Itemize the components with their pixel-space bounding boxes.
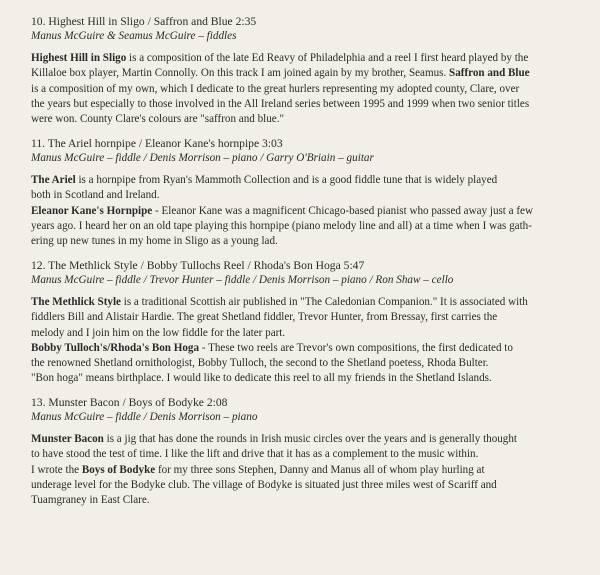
track-credits: Manus McGuire – fiddle / Denis Morrison – piano / Garry O'Briain – guitar: [31, 152, 374, 164]
text-line: fiddlers Bill and Alistair Hardie. The great Shetland fiddler, Trevor Hunter, from Bressay, first carries the: [31, 311, 498, 324]
text-line: melody and I join him on the low fiddle for the later part.: [31, 326, 286, 339]
track-13: [31, 395, 581, 508]
text-line: the years but especially to those involved in the All Ireland series between 1995 and 1999 when two senior titles: [31, 97, 530, 110]
track-title: 11. The Ariel hornpipe / Eleanor Kane's hornpipe 3:03: [31, 137, 283, 150]
text-line: I wrote the Boys of Bodyke for my three sons Stephen, Danny and Manus all of whom play hurling at: [31, 463, 485, 476]
tune-name: Bobby Tulloch's/Rhoda's Bon Hoga: [31, 341, 200, 354]
text-line: years ago. I heard her on an old tape playing this hornpipe (piano melody line and all) at a time when I was gath-: [31, 219, 532, 232]
text-line: both in Scotland and Ireland.: [31, 189, 160, 202]
track-10: [31, 14, 581, 127]
text-line: "Bon hoga" means birthplace. I would like to dedicate this reel to all my friends in the Shetland Islands.: [31, 372, 492, 385]
track-title: 13. Munster Bacon / Boys of Bodyke 2:08: [31, 396, 228, 409]
text-line: is a composition of my own, which I dedicate to the great hurlers representing my adopted county, Clare, over: [31, 82, 520, 95]
track-credits: Manus McGuire & Seamus McGuire – fiddles: [31, 30, 237, 42]
tune-name: Highest Hill in Sligo: [31, 52, 127, 64]
text-line: The Methlick Style is a traditional Scottish air published in "The Caledonian Companion." It is associated with: [31, 296, 528, 308]
text-line: underage level for the Bodyke club. The village of Bodyke is situated just three miles west of Scariff and: [31, 478, 497, 491]
text-line: the renowned Shetland ornithologist, Bobby Tulloch, the second to the Shetland poetess, Rhoda Bulter.: [31, 357, 489, 370]
track-12: [31, 258, 581, 387]
tune-name: The Methlick Style: [31, 296, 121, 308]
tune-name: Munster Bacon: [31, 433, 104, 445]
text-line: Eleanor Kane's Hornpipe - Eleanor Kane was a magnificent Chicago-based pianist who passed away just a few: [31, 204, 533, 217]
track-credits: Manus McGuire – fiddle / Trevor Hunter – fiddle / Denis Morrison – piano / Ron Shaw – cello: [31, 274, 454, 286]
tune-name: Eleanor Kane's Hornpipe: [31, 204, 153, 217]
tune-name: The Ariel: [31, 174, 76, 186]
text-line: Bobby Tulloch's/Rhoda's Bon Hoga - These two reels are Trevor's own compositions, the first dedicated to: [31, 341, 513, 354]
text-line: Killaloe box player, Martin Connolly. On this track I am joined again by my brother, Seamus. Saffron and Blue: [31, 67, 530, 80]
text-line: Highest Hill in Sligo is a composition of the late Ed Reavy of Philadelphia and a reel I first heard played by the: [31, 52, 529, 64]
track-title: 12. The Methlick Style / Bobby Tullochs Reel / Rhoda's Bon Hoga 5:47: [31, 259, 365, 272]
tune-name: Boys of Bodyke: [81, 463, 156, 476]
track-11: [31, 136, 581, 249]
text-line: Tuamgraney in East Clare.: [31, 494, 150, 507]
text-line: Munster Bacon is a jig that has done the rounds in Irish music circles over the years and is generally thought: [31, 433, 517, 445]
track-credits: Manus McGuire – fiddle / Denis Morrison – piano: [31, 411, 258, 423]
track-title: 10. Highest Hill in Sligo / Saffron and Blue 2:35: [31, 15, 257, 28]
text-line: to have stood the test of time. I like the lift and drive that it has as a complement to the music within.: [31, 448, 479, 461]
text-line: The Ariel is a hornpipe from Ryan's Mammoth Collection and is a good fiddle tune that is widely played: [31, 174, 498, 186]
text-line: were won. County Clare's colours are "saffron and blue.": [31, 113, 284, 126]
tune-name: Saffron and Blue: [449, 67, 530, 80]
text-line: ering up new tunes in my home in Sligo as a young lad.: [31, 235, 278, 248]
